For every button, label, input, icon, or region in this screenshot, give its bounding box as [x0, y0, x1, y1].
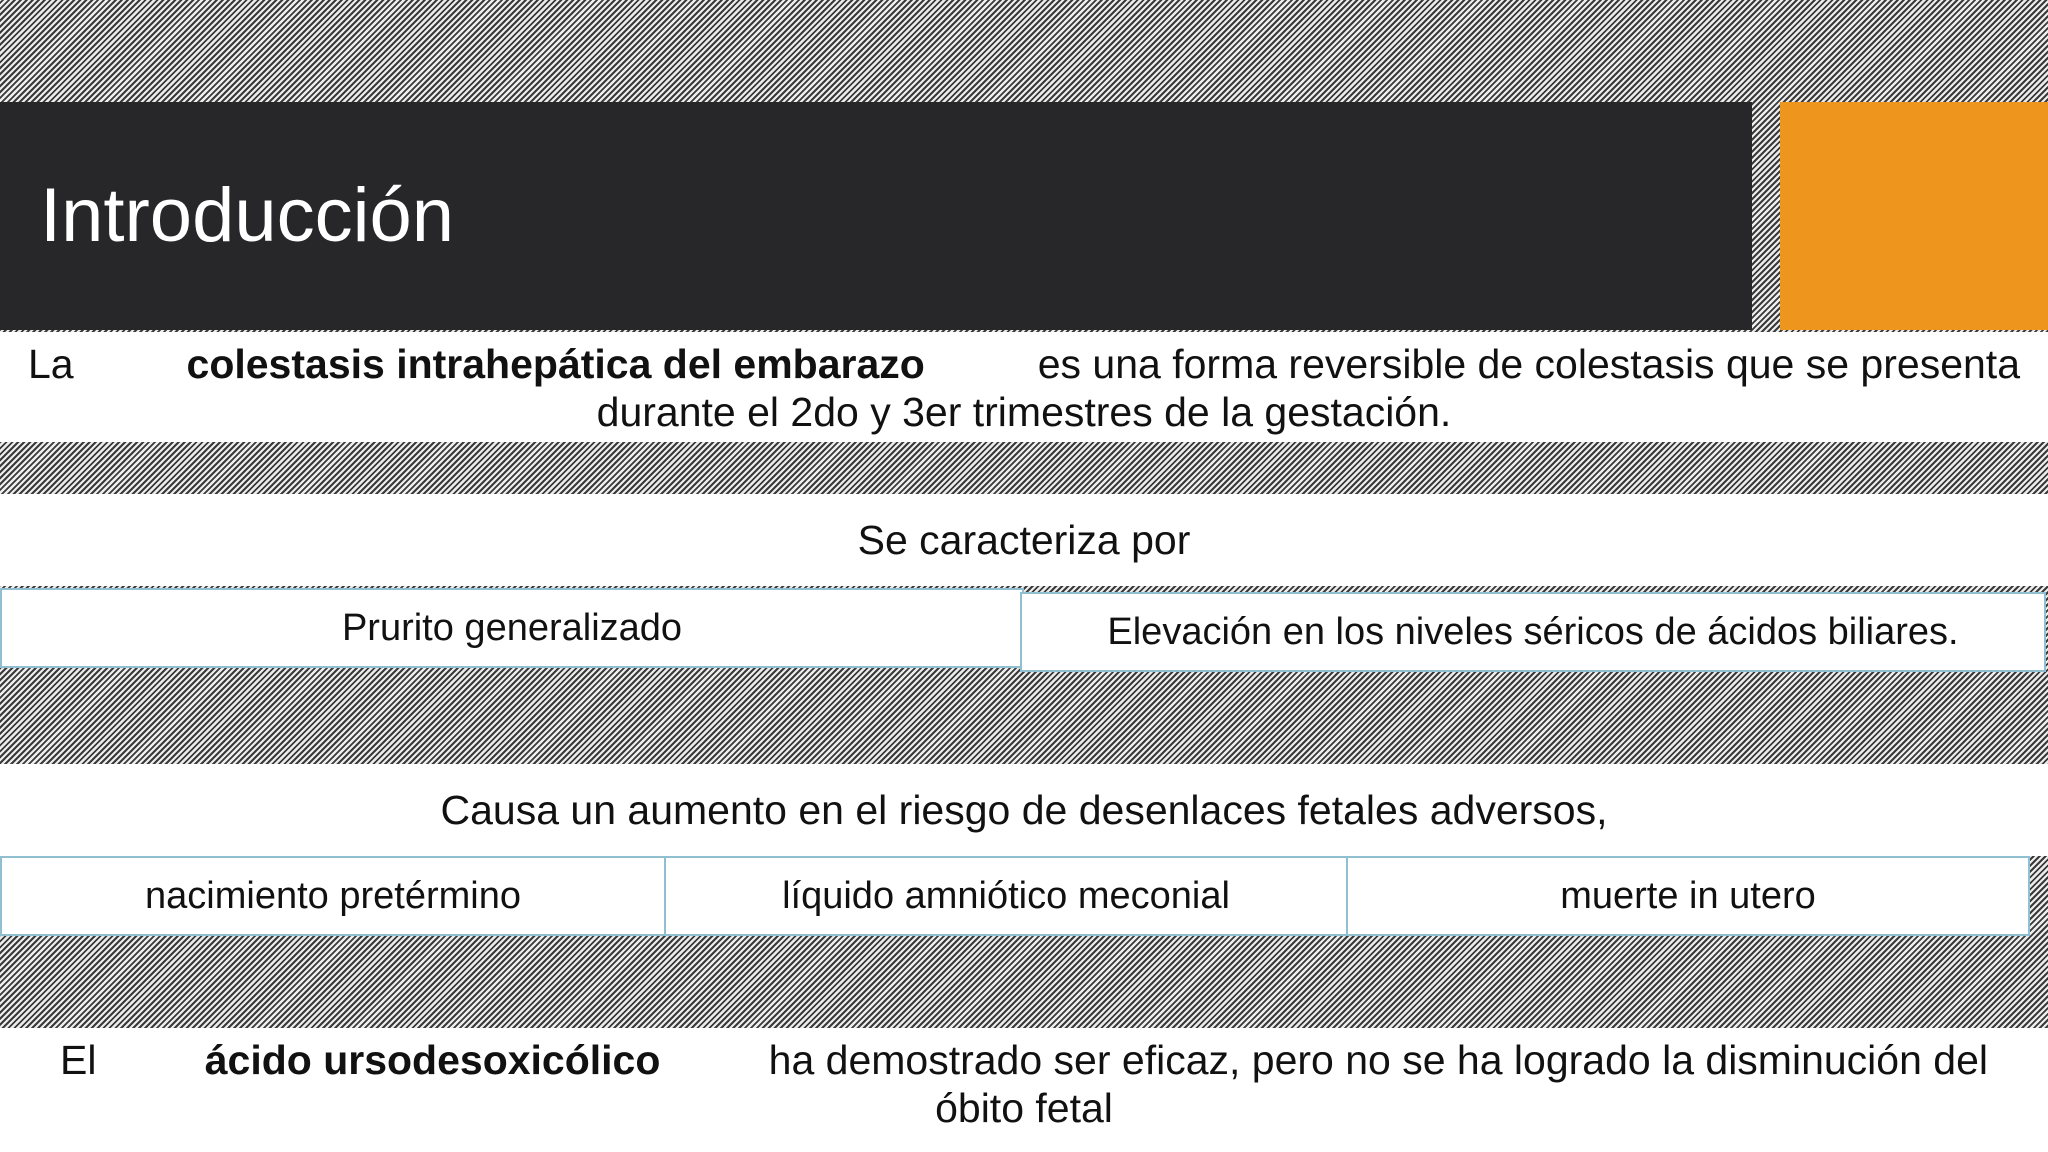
- characteristics-heading: Se caracteriza por: [0, 494, 2048, 586]
- characteristic-item-pruritus: Prurito generalizado: [0, 588, 1024, 668]
- intro-rest: es una forma reversible de colestasis que se presenta: [1037, 341, 2020, 387]
- risk-item-meconium: líquido amniótico meconial: [664, 856, 1348, 936]
- accent-block: [1780, 102, 2048, 330]
- risks-heading: Causa un aumento en el riesgo de desenlaces fetales adversos,: [0, 764, 2048, 856]
- risk-item-preterm: nacimiento pretérmino: [0, 856, 666, 936]
- conclusion-prefix: El: [60, 1037, 97, 1083]
- intro-line-2: durante el 2do y 3er trimestres de la gestación.: [596, 389, 1452, 435]
- conclusion-line-1: [60, 1036, 1988, 1084]
- characteristic-item-bile-acids: Elevación en los niveles séricos de ácidos biliares.: [1020, 592, 2046, 672]
- conclusion-bold-term: ácido ursodesoxicólico: [204, 1037, 661, 1083]
- intro-box: [0, 332, 2048, 442]
- conclusion-rest: ha demostrado ser eficaz, pero no se ha logrado la disminución del: [768, 1037, 1988, 1083]
- intro-prefix: La: [28, 341, 74, 387]
- conclusion-line-2: óbito fetal: [935, 1085, 1113, 1131]
- intro-line-1: [28, 340, 2020, 388]
- intro-bold-term: colestasis intrahepática del embarazo: [186, 341, 925, 387]
- conclusion-box: [0, 1028, 2048, 1152]
- slide-title: Introducción: [40, 173, 455, 258]
- risk-item-death: muerte in utero: [1346, 856, 2030, 936]
